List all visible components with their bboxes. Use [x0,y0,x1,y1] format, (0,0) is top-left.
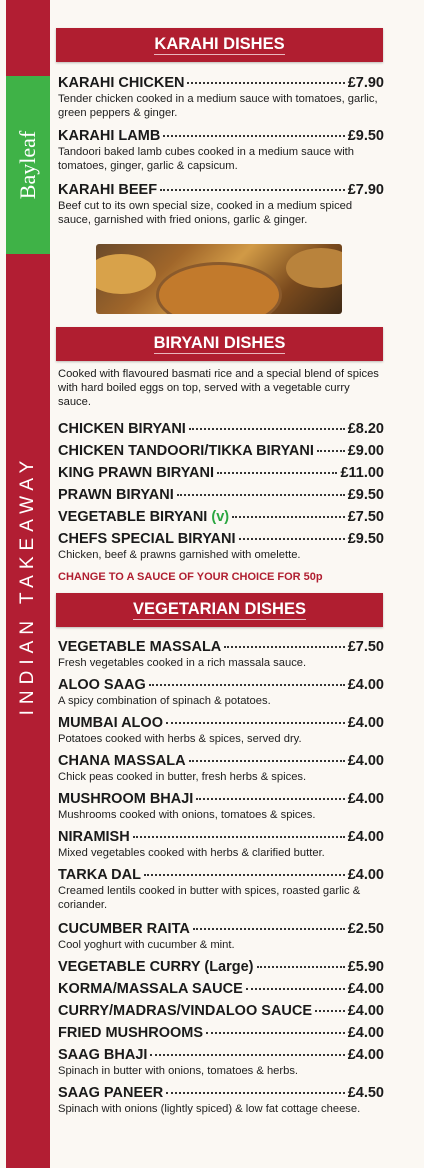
item-name: MUMBAI ALOO [58,715,163,731]
leader-dots [193,928,345,930]
leader-dots [232,516,345,518]
item-name: KORMA/MASSALA SAUCE [58,981,243,997]
item-description: Fresh vegetables cooked in a rich massala sauce. [58,657,307,669]
menu-item-karahi-chicken [58,74,384,120]
menu-item-mushroom-bhaji [58,790,384,822]
leader-dots [196,798,344,800]
item-name: CHICKEN BIRYANI [58,421,186,437]
item-description: Spinach with onions (lightly spiced) & low fat cottage cheese. [58,1103,361,1115]
item-name: NIRAMISH [58,829,130,845]
leader-dots [177,494,345,496]
item-price: £4.00 [347,1003,384,1019]
leader-dots [317,450,345,452]
item-price: £4.00 [347,715,384,731]
item-price: £2.50 [347,921,384,937]
item-name: KARAHI CHICKEN [58,75,185,91]
item-description: Spinach in butter with onions, tomatoes & herbs. [58,1065,299,1077]
item-name: FRIED MUSHROOMS [58,1025,203,1041]
item-price: £5.90 [347,959,384,975]
menu-item-tandoori-biryani [58,442,384,460]
leader-dots [150,1054,344,1056]
menu-item-saag-paneer [58,1084,384,1116]
item-description: Mushrooms cooked with onions, tomatoes & spices. [58,809,316,821]
item-description: Mixed vegetables cooked with herbs & clarified butter. [58,847,325,859]
item-price: £9.50 [347,487,384,503]
bowl-shape [96,254,156,294]
item-description: Beef cut to its own special size, cooked in a medium spiced sauce, garnished with fried onions, garlic & ginger. [58,200,353,226]
item-price: £4.00 [347,677,384,693]
item-price: £4.00 [347,1047,384,1063]
item-name: SAAG PANEER [58,1085,164,1101]
leader-dots [166,1092,344,1094]
leader-dots [160,189,345,191]
item-price: £4.50 [347,1085,384,1101]
item-name: KARAHI LAMB [58,128,161,144]
karahi-title: KARAHI DISHES [154,35,285,53]
leader-dots [189,428,345,430]
item-price: £7.90 [347,75,384,91]
leader-dots [149,684,345,686]
item-description: Tandoori baked lamb cubes cooked in a medium sauce with tomatoes, ginger, garlic & capsicum. [58,146,355,172]
menu-item-cucumber-raita [58,920,384,952]
item-name: KING PRAWN BIRYANI [58,465,215,481]
item-description: Tender chicken cooked in a medium sauce with tomatoes, garlic, green peppers & ginger. [58,93,378,119]
item-price: £4.00 [347,753,384,769]
item-price: £7.90 [347,182,384,198]
karahi-banner [56,28,383,62]
side-title: INDIAN TAKEAWAY [17,454,38,716]
item-price: £7.50 [347,509,384,525]
biryani-intro: Cooked with flavoured basmati rice and a special blend of spices with hard boiled eggs on top, served with a vegetable curry sauce. [58,368,379,408]
item-price: £4.00 [347,791,384,807]
menu-item-chicken-biryani [58,420,384,438]
bowl-shape [286,248,342,288]
item-price: £4.00 [347,1025,384,1041]
leader-dots [315,1010,345,1012]
item-name: VEGETABLE MASSALA [58,639,222,655]
food-photo [96,244,342,314]
menu-item-prawn-biryani [58,486,384,504]
menu-item-vegetable-biryani [58,508,384,526]
vegetarian-mark: (v) [211,509,230,525]
item-price: £11.00 [340,465,384,481]
item-price: £9.50 [347,128,384,144]
item-description: Cool yoghurt with cucumber & mint. [58,939,235,951]
item-name: VEGETABLE BIRYANI [58,509,208,525]
menu-item-vegetable-massala [58,638,384,670]
item-description: A spicy combination of spinach & potatoes. [58,695,271,707]
menu-item-curry-sauce [58,1002,384,1020]
item-name: CURRY/MADRAS/VINDALOO SAUCE [58,1003,313,1019]
item-name: CHANA MASSALA [58,753,186,769]
item-name: PRAWN BIRYANI [58,487,174,503]
item-price: £9.50 [347,531,384,547]
item-name: MUSHROOM BHAJI [58,791,194,807]
leader-dots [246,988,345,990]
leader-dots [166,722,345,724]
leader-dots [133,836,345,838]
item-price: £4.00 [347,981,384,997]
leader-dots [206,1032,345,1034]
leader-dots [257,966,345,968]
menu-item-chana-massala [58,752,384,784]
menu-item-karahi-beef [58,181,384,227]
menu-item-niramish [58,828,384,860]
item-name: VEGETABLE CURRY (Large) [58,959,254,975]
item-name: CHICKEN TANDOORI/TIKKA BIRYANI [58,443,314,459]
item-name: CHEFS SPECIAL BIRYANI [58,531,236,547]
leader-dots [187,82,344,84]
item-name: TARKA DAL [58,867,141,883]
menu-item-mumbai-aloo [58,714,384,746]
item-description: Potatoes cooked with herbs & spices, served dry. [58,733,302,745]
item-price: £8.20 [347,421,384,437]
menu-item-saag-bhaji [58,1046,384,1078]
menu-item-vegetable-curry [58,958,384,976]
item-name: CUCUMBER RAITA [58,921,190,937]
menu-item-aloo-saag [58,676,384,708]
leader-dots [163,135,344,137]
item-name: ALOO SAAG [58,677,146,693]
item-name: SAAG BHAJI [58,1047,148,1063]
menu-item-tarka-dal [58,866,384,912]
item-description: Chick peas cooked in butter, fresh herbs & spices. [58,771,307,783]
vegetarian-title: VEGETARIAN DISHES [133,600,306,618]
leader-dots [224,646,344,648]
leader-dots [239,538,345,540]
item-price: £4.00 [347,867,384,883]
menu-item-chefs-special-biryani [58,530,384,562]
biryani-title: BIRYANI DISHES [153,334,286,352]
leader-dots [189,760,345,762]
menu-item-korma-sauce [58,980,384,998]
bowl-shape [156,262,282,314]
item-price: £4.00 [347,829,384,845]
item-description: Chicken, beef & prawns garnished with omelette. [58,549,301,561]
item-name: KARAHI BEEF [58,182,158,198]
sauce-change-note: CHANGE TO A SAUCE OF YOUR CHOICE FOR 50p [58,571,323,583]
menu-item-king-prawn-biryani [58,464,384,482]
leader-dots [217,472,337,474]
item-price: £9.00 [347,443,384,459]
menu-item-fried-mushrooms [58,1024,384,1042]
leader-dots [144,874,345,876]
vegetarian-banner [56,593,383,627]
menu-item-karahi-lamb [58,127,384,173]
item-description: Creamed lentils cooked in butter with spices, roasted garlic & coriander. [58,885,361,911]
item-price: £7.50 [347,639,384,655]
biryani-banner [56,327,383,361]
brand-logo: Bayleaf [15,130,40,200]
